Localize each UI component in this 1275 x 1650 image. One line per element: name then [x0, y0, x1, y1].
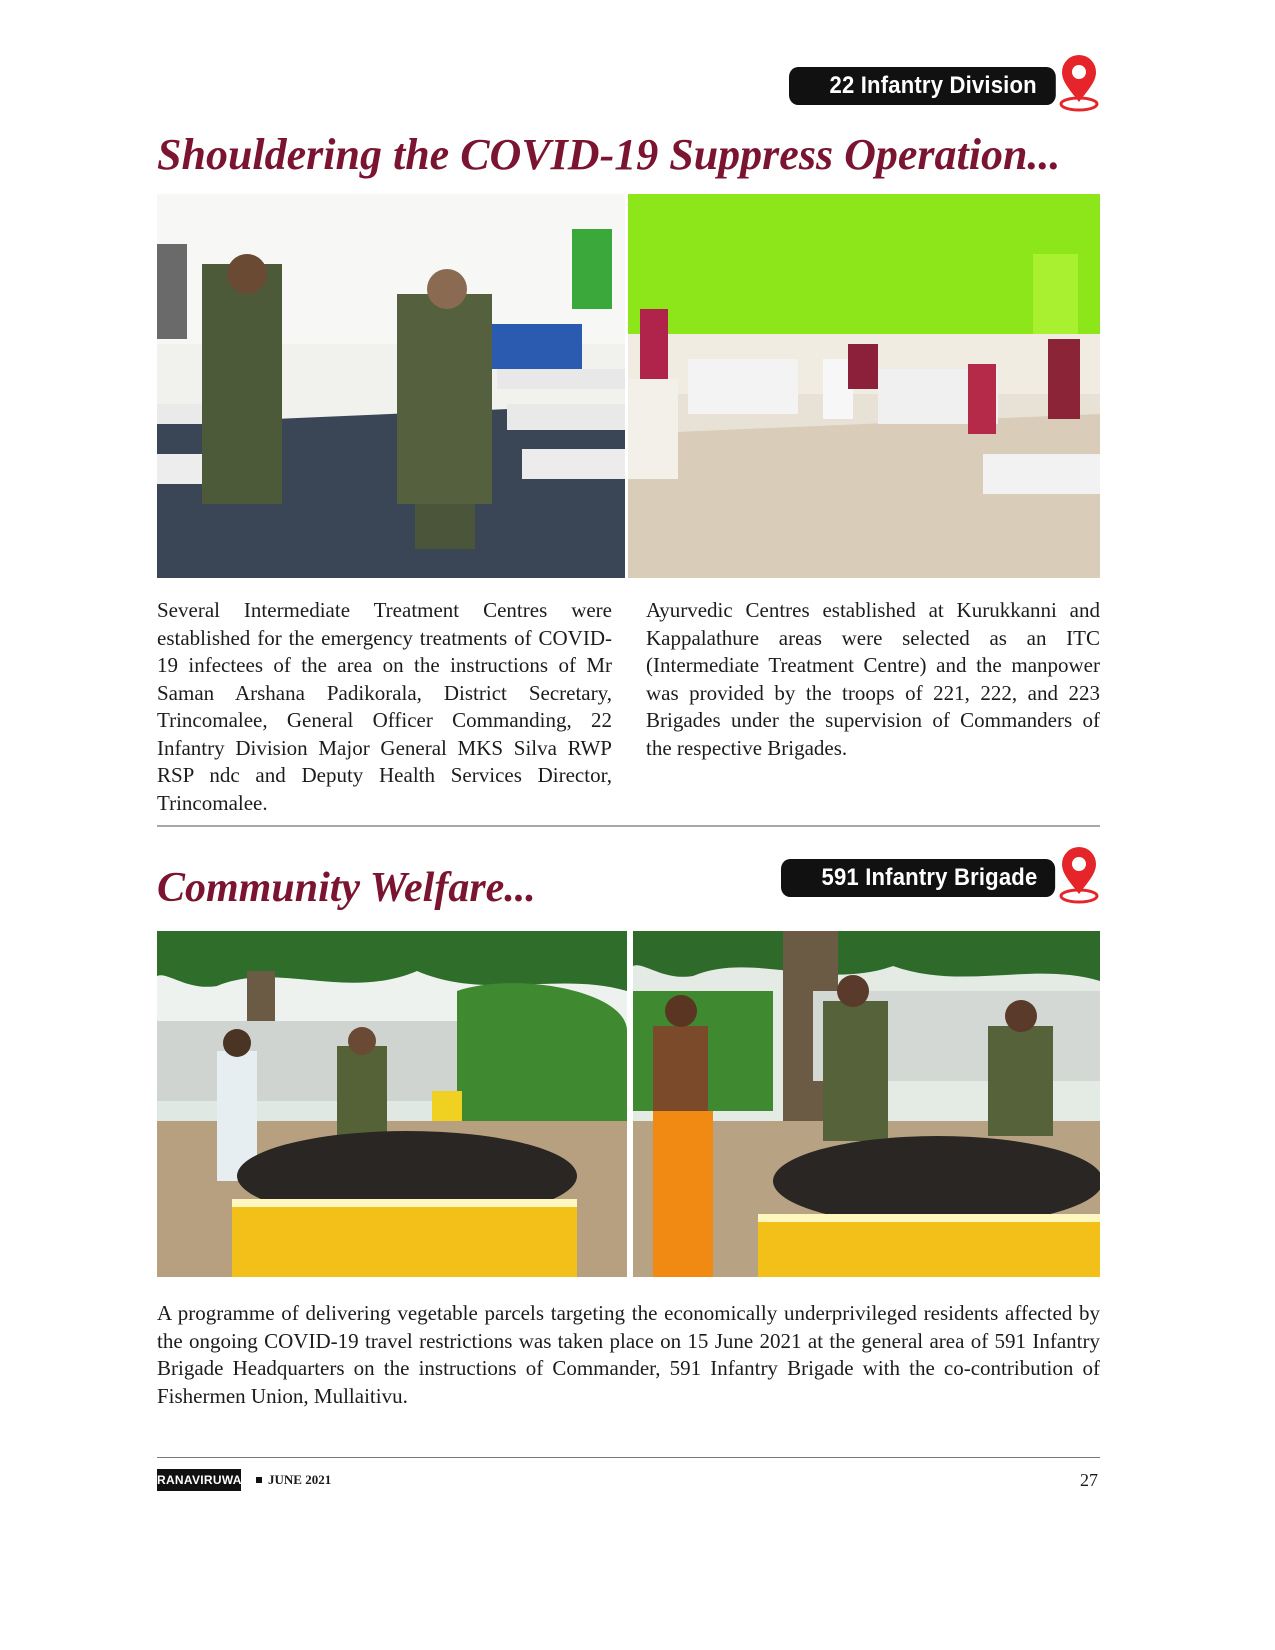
magazine-badge: RANAVIRUWA	[157, 1469, 241, 1491]
map-pin-icon	[1056, 52, 1102, 112]
footer-bullet	[256, 1477, 262, 1483]
brigade-tag	[781, 859, 1055, 897]
division-tag	[789, 67, 1056, 105]
photo-officers-in-ward	[157, 194, 625, 578]
section2-paragraph: A programme of delivering vegetable parcels targeting the economically underprivileged residents affected by the ongoing COVID-19 travel restrictions was taken place on 15 June 2021 at the general area of 591 Infantry Brigade Headquarters on the instructions of Commander, 591 Infantry Brigade with the co-contribution of Fishermen Union, Mullaitivu.	[157, 1301, 1100, 1408]
section1-paragraph-left: Several Intermediate Treatment Centres were established for the emergency treatments of COVID-19 infectees of the area on the instructions of Mr Saman Arshana Padikorala, District Secretary, Trincomalee, General Officer Commanding, 22 Infantry Division Major General MKS Silva RWP RSP ndc and Deputy Health Services Director, Trincomalee.	[157, 598, 612, 815]
photo-preparing-beds	[628, 194, 1100, 578]
photo-parcel-handover	[157, 931, 627, 1277]
section1-title: Shouldering the COVID-19 Suppress Operation...	[157, 130, 1061, 179]
brigade-tag-label: 591 Infantry Brigade	[821, 864, 1038, 891]
issue-date: JUNE 2021	[268, 1472, 332, 1487]
footer-rule	[157, 1457, 1100, 1458]
photo-handover-to-priest	[633, 931, 1100, 1277]
division-tag-label: 22 Infantry Division	[829, 72, 1037, 99]
section2-title: Community Welfare...	[157, 865, 536, 911]
page-number: 27	[1080, 1470, 1098, 1490]
section1-paragraph-right: Ayurvedic Centres established at Kurukkanni and Kappalathure areas were selected as an ITC (Intermediate Treatment Centre) and the manpower was provided by the troops of 221, 222, and 223 Brigades under the supervision of Commanders of the respective Brigades.	[646, 598, 1100, 760]
map-pin-icon	[1056, 844, 1102, 904]
section-divider	[157, 825, 1100, 827]
